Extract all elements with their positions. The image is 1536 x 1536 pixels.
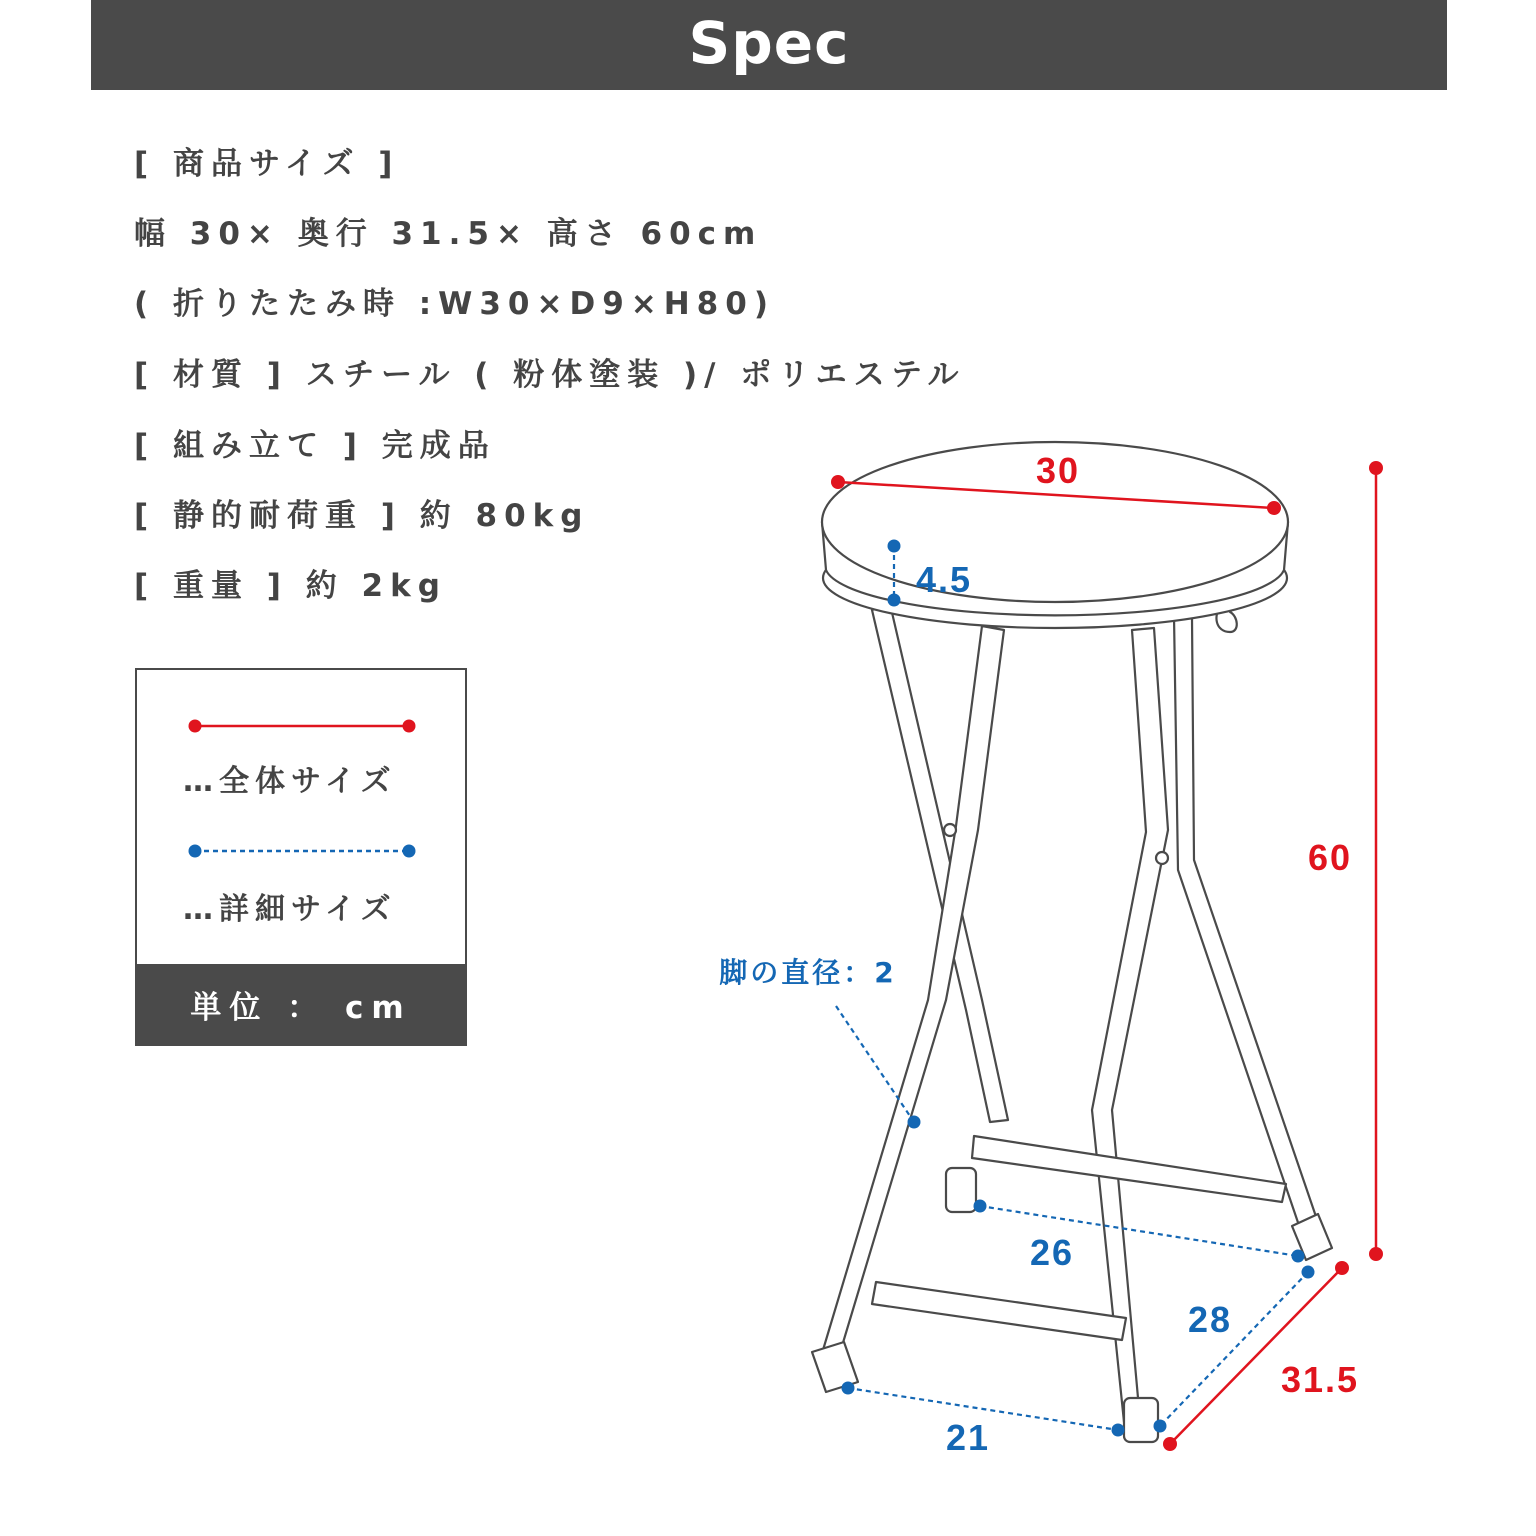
- dim-total-depth-label: 31.5: [1280, 1359, 1360, 1400]
- legend-detail-label: …詳細サイズ: [183, 892, 397, 927]
- spec-size-value: 幅 30× 奥行 31.5× 高さ 60cm: [134, 216, 763, 252]
- dim-front-width-label: 21: [945, 1417, 991, 1458]
- dim-leg-diameter: [719, 956, 920, 1129]
- dim-back-width-label: 26: [1029, 1232, 1075, 1273]
- spec-folded-size: ( 折りたたみ時 :W30×D9×H80): [134, 286, 775, 322]
- dim-side-depth: [1154, 1266, 1315, 1433]
- spec-material: [ 材質 ] スチール ( 粉体塗装 )/ ポリエステル: [134, 357, 966, 393]
- stool-illustration: [812, 442, 1332, 1442]
- dim-leg-diameter-label: 脚の直径：2: [719, 956, 897, 989]
- dim-total-depth: [1163, 1261, 1359, 1451]
- spec-assembly: [ 組み立て ] 完成品: [134, 428, 496, 464]
- dim-front-width: [842, 1382, 1125, 1459]
- dim-height: [1308, 461, 1383, 1261]
- dim-back-width: [974, 1200, 1305, 1274]
- dim-side-depth-label: 28: [1187, 1299, 1233, 1340]
- dim-seat-width-label: 30: [1035, 450, 1081, 491]
- spec-load-capacity: [ 静的耐荷重 ] 約 80kg: [134, 498, 590, 534]
- unit-label: 単位 ： cm: [137, 964, 465, 1044]
- page-title: Spec: [688, 9, 850, 77]
- legend-total-label: …全体サイズ: [183, 764, 397, 799]
- spec-weight: [ 重量 ] 約 2kg: [134, 568, 447, 604]
- dim-cushion-thickness-label: 4.5: [915, 559, 973, 600]
- dim-height-label: 60: [1307, 837, 1353, 878]
- spec-size-heading: [ 商品サイズ ]: [134, 146, 400, 182]
